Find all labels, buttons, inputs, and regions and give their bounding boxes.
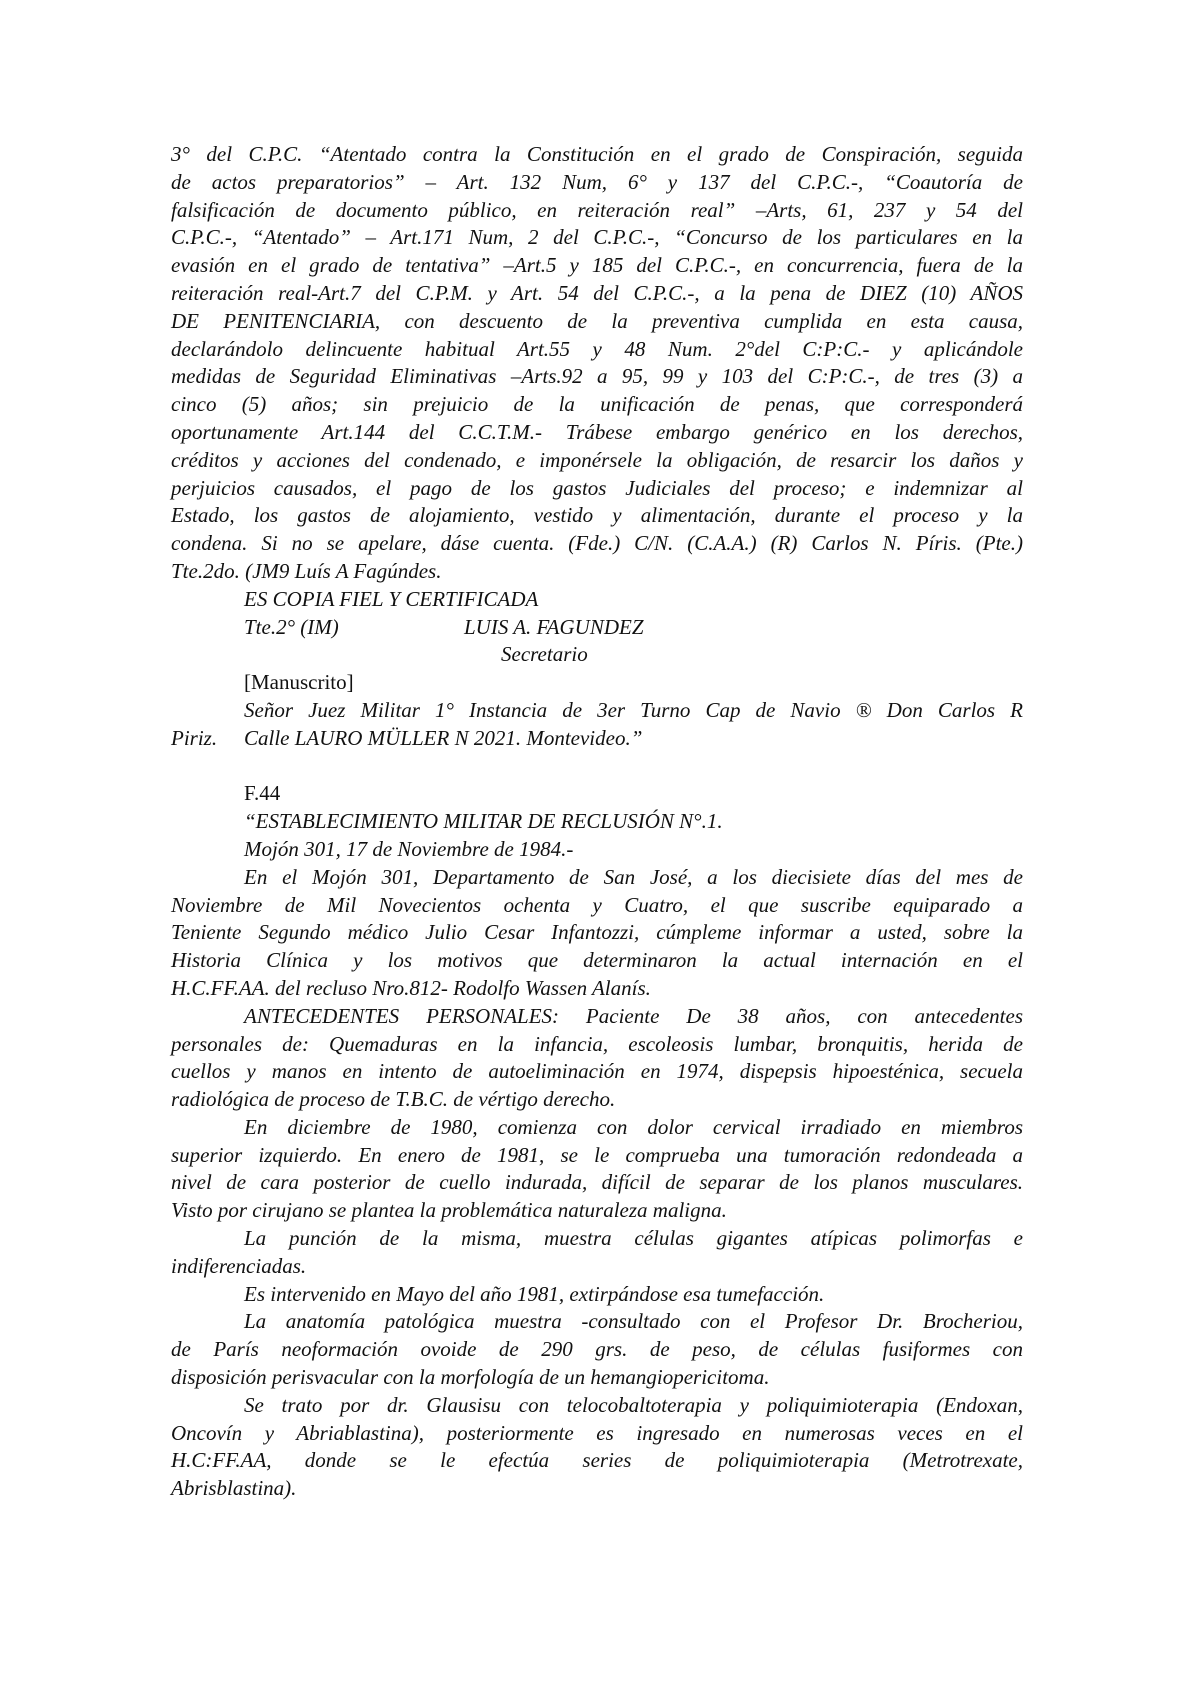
text-line: nivel de cara posterior de cuello indurada, difícil de separar de los planos musculares. (171, 1170, 1023, 1195)
folio-number: F.44 (244, 781, 281, 806)
manuscript-line: Señor Juez Militar 1° Instancia de 3er Turno Cap de Navio ® Don Carlos R (244, 697, 1023, 722)
text-line: disposición perisvacular con la morfología de un hemangiopericitoma. (171, 1365, 770, 1390)
text-line: Estado, los gastos de alojamiento, vestido y alimentación, durante el proceso y la (171, 503, 1023, 528)
text-line: Noviembre de Mil Novecientos ochenta y Cuatro, el que suscribe equiparado a (171, 892, 1023, 917)
signatory-role: Secretario (501, 642, 588, 667)
manuscript-line (171, 725, 1023, 753)
text-line: En diciembre de 1980, comienza con dolor cervical irradiado en miembros (244, 1114, 1023, 1139)
certification-block (171, 586, 1023, 669)
text-line: Oncovín y Abriablastina), posteriormente es ingresado en numerosas veces en el (171, 1420, 1023, 1445)
manuscript-name: Piriz. (171, 725, 218, 750)
text-line: medidas de Seguridad Eliminativas –Arts.92 a 95, 99 y 103 del C:P:C.-, de tres (3) a (171, 364, 1023, 389)
text-line: Abrisblastina). (171, 1476, 297, 1501)
role-line (171, 641, 1023, 669)
text-line: Es intervenido en Mayo del año 1981, extirpándose esa tumefacción. (244, 1281, 825, 1306)
puncture-paragraph (171, 1225, 1023, 1281)
text-line: reiteración real-Art.7 del C.P.M. y Art. 54 del C.P.C.-, a la pena de DIEZ (10) AÑOS (171, 280, 1023, 305)
text-line: falsificación de documento público, en reiteración real” –Arts, 61, 237 y 54 del (171, 197, 1023, 222)
place-date: Mojón 301, 17 de Noviembre de 1984.- (244, 836, 574, 861)
text-line: superior izquierdo. En enero de 1981, se le comprueba una tumoración redondeada a (171, 1142, 1023, 1167)
manuscript-block (171, 669, 1023, 752)
text-line: En el Mojón 301, Departamento de San José, a los diecisiete días del mes de (244, 864, 1023, 889)
text-line: evasión en el grado de tentativa” –Art.5 y 185 del C.P.C.-, en concurrencia, fuera de la (171, 253, 1023, 278)
text-line: H.C:FF.AA, donde se le efectúa series de poliquimioterapia (Metrotrexate, (171, 1448, 1023, 1473)
text-line: de París neoformación ovoide de 290 grs. de peso, de células fusiformes con (171, 1337, 1023, 1362)
surgery-paragraph (171, 1281, 1023, 1309)
certification-heading: ES COPIA FIEL Y CERTIFICADA (244, 586, 539, 611)
text-line: oportunamente Art.144 del C.C.T.M.- Trábese embargo genérico en los derechos, (171, 419, 1023, 444)
text-line: C.P.C.-, “Atentado” – Art.171 Num, 2 del C.P.C.-, “Concurso de los particulares en la (171, 225, 1023, 250)
antecedents-paragraph (171, 1003, 1023, 1114)
text-line: Tte.2do. (JM9 Luís A Fagúndes. (171, 558, 442, 583)
text-line: indiferenciadas. (171, 1253, 307, 1278)
text-line: La punción de la misma, muestra células gigantes atípicas polimorfas e (244, 1226, 1023, 1251)
text-line: personales de: Quemaduras en la infancia, escoleosis lumbar, bronquitis, herida de (171, 1031, 1023, 1056)
pathology-paragraph (171, 1308, 1023, 1391)
document-page (171, 141, 1023, 1503)
text-line: créditos y acciones del condenado, e imponérsele la obligación, de resarcir los daños y (171, 447, 1023, 472)
text-line: H.C.FF.AA. del recluso Nro.812- Rodolfo Wassen Alanís. (171, 975, 651, 1000)
text-line: perjuicios causados, el pago de los gastos Judiciales del proceso; e indemnizar al (171, 475, 1023, 500)
text-line: Visto por cirujano se plantea la problemática naturaleza maligna. (171, 1198, 727, 1223)
text-line: condena. Si no se apelare, dáse cuenta. (Fde.) C/N. (C.A.A.) (R) Carlos N. Píris. (Pte.) (171, 531, 1023, 556)
signatory-name: LUIS A. FAGUNDEZ (464, 614, 644, 639)
manuscript-label: [Manuscrito] (244, 670, 354, 695)
report-intro-paragraph (171, 864, 1023, 1003)
signature-line (171, 614, 1023, 642)
text-line: 3° del C.P.C. “Atentado contra la Constitución en el grado de Conspiración, seguida (171, 142, 1023, 166)
treatment-paragraph (171, 1392, 1023, 1503)
spacer (171, 753, 1023, 781)
establishment-title: “ESTABLECIMIENTO MILITAR DE RECLUSIÓN N°.1. (244, 809, 723, 834)
signatory-rank: Tte.2° (IM) (244, 614, 339, 639)
text-line: DE PENITENCIARIA, con descuento de la preventiva cumplida en esta causa, (171, 308, 1023, 333)
text-line: cinco (5) años; sin prejuicio de la unificación de penas, que corresponderá (171, 392, 1023, 417)
text-line: de actos preparatorios” – Art. 132 Num, 6° y 137 del C.P.C.-, “Coautoría de (171, 169, 1023, 194)
manuscript-address: Calle LAURO MÜLLER N 2021. Montevideo.” (244, 725, 643, 750)
history-paragraph (171, 1114, 1023, 1225)
sentence-paragraph (171, 141, 1023, 586)
text-line: Teniente Segundo médico Julio Cesar Infantozzi, cúmpleme informar a usted, sobre la (171, 920, 1023, 945)
text-line: Se trato por dr. Glausisu con telocobaltoterapia y poliquimioterapia (Endoxan, (244, 1392, 1023, 1417)
text-line: La anatomía patológica muestra -consultado con el Profesor Dr. Brocheriou, (244, 1309, 1023, 1334)
folio-header (171, 780, 1023, 863)
text-line: declarándolo delincuente habitual Art.55 y 48 Num. 2°del C:P:C.- y aplicándole (171, 336, 1023, 361)
text-line: Historia Clínica y los motivos que determinaron la actual internación en el (171, 948, 1023, 973)
text-line: radiológica de proceso de T.B.C. de vértigo derecho. (171, 1087, 616, 1112)
text-line: cuellos y manos en intento de autoeliminación en 1974, dispepsis hipoesténica, secuela (171, 1059, 1023, 1084)
text-line: ANTECEDENTES PERSONALES: Paciente De 38 años, con antecedentes (244, 1003, 1023, 1028)
